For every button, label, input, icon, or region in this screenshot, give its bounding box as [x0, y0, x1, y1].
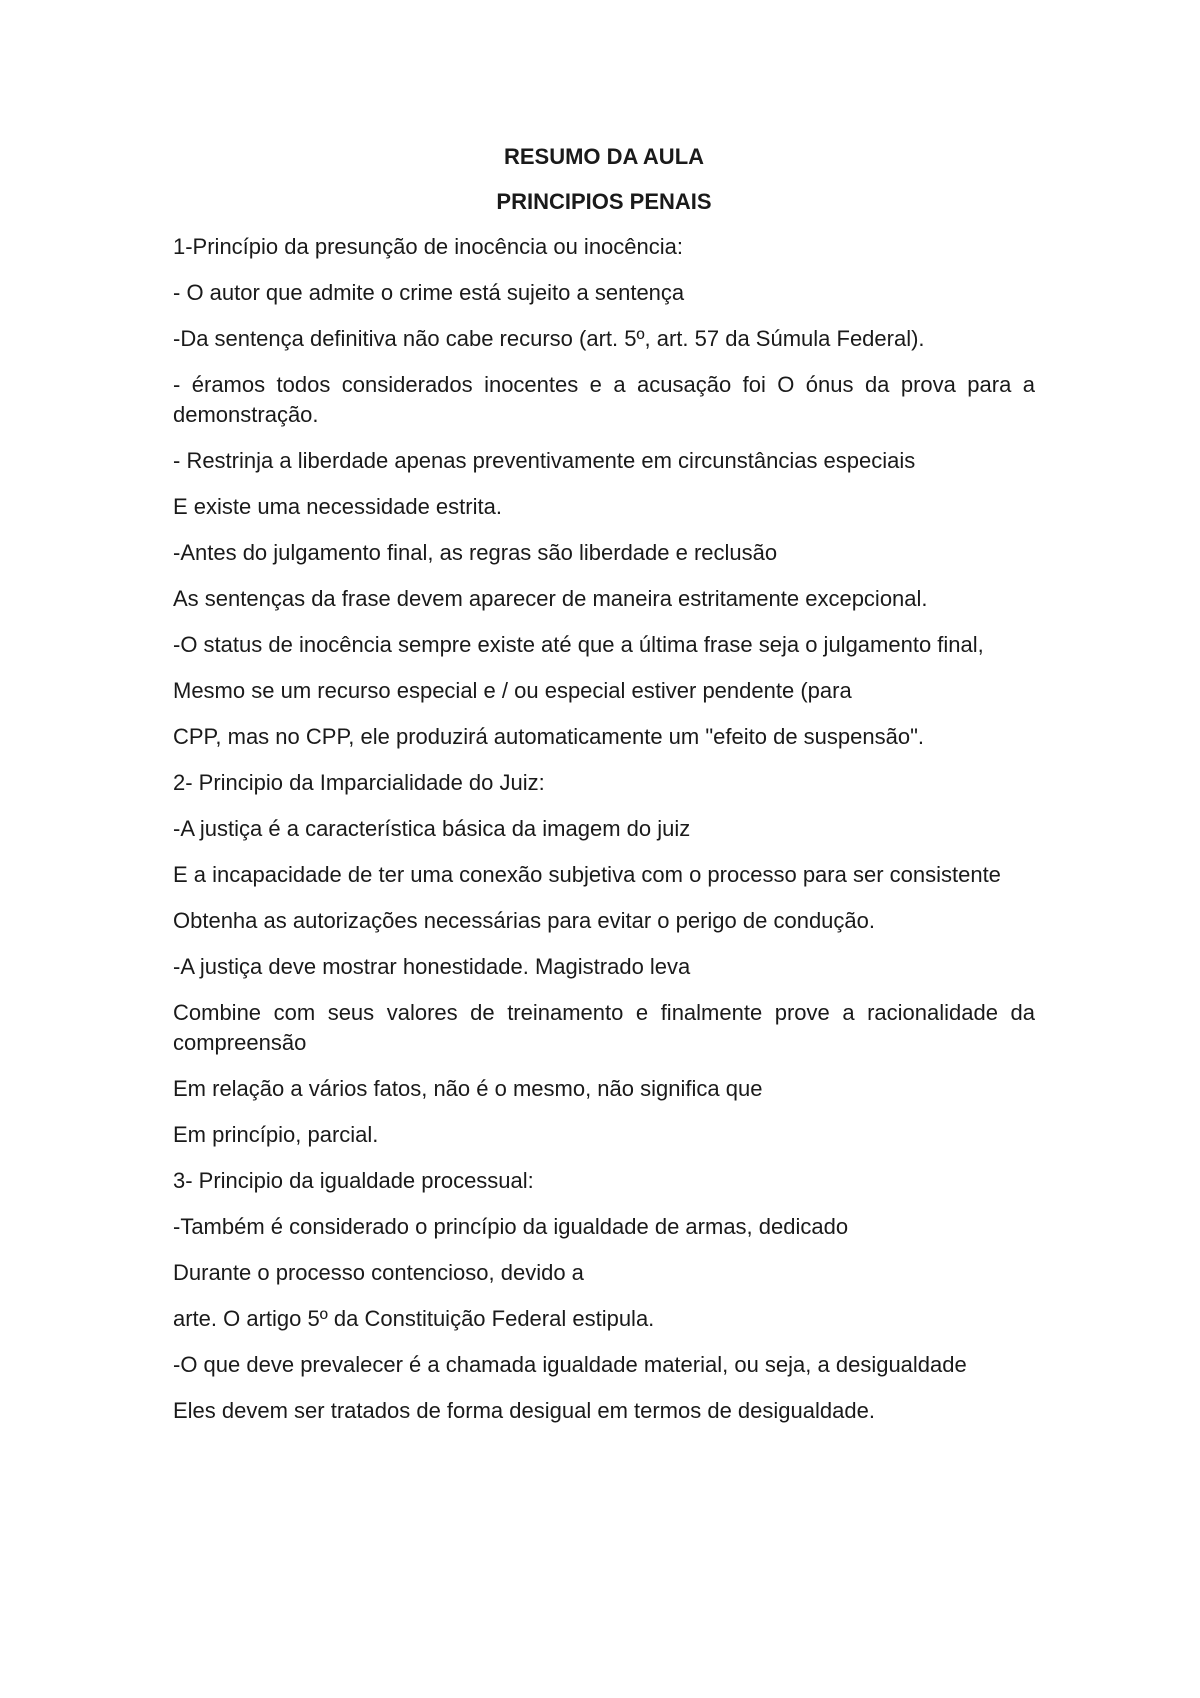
paragraph: -Também é considerado o princípio da igualdade de armas, dedicado	[173, 1214, 849, 1239]
paragraph: Mesmo se um recurso especial e / ou especial estiver pendente (para	[173, 678, 852, 703]
document-title: RESUMO DA AULA	[503, 144, 705, 169]
paragraph: -O que deve prevalecer é a chamada igualdade material, ou seja, a desigualdade	[173, 1352, 967, 1377]
document-body	[173, 142, 1035, 1442]
paragraph: As sentenças da frase devem aparecer de maneira estritamente excepcional.	[173, 586, 928, 611]
document-subtitle: PRINCIPIOS PENAIS	[496, 189, 712, 214]
paragraph: Em relação a vários fatos, não é o mesmo, não significa que	[173, 1076, 763, 1101]
paragraph: 3- Principio da igualdade processual:	[173, 1168, 534, 1193]
paragraph: - O autor que admite o crime está sujeito a sentença	[173, 280, 685, 305]
paragraph: -Antes do julgamento final, as regras são liberdade e reclusão	[173, 540, 778, 565]
paragraph: E existe uma necessidade estrita.	[173, 494, 502, 519]
paragraph: -A justiça deve mostrar honestidade. Magistrado leva	[173, 954, 691, 979]
paragraph: Eles devem ser tratados de forma desigual em termos de desigualdade.	[173, 1398, 875, 1423]
paragraph: Combine com seus valores de treinamento e finalmente prove a racionalidade da compreensão	[173, 1000, 1035, 1055]
paragraph: Durante o processo contencioso, devido a	[173, 1260, 584, 1285]
paragraph: 2- Principio da Imparcialidade do Juiz:	[173, 770, 545, 795]
paragraph: E a incapacidade de ter uma conexão subjetiva com o processo para ser consistente	[173, 862, 1001, 887]
paragraph: -A justiça é a característica básica da imagem do juiz	[173, 816, 691, 841]
paragraph: -Da sentença definitiva não cabe recurso (art. 5º, art. 57 da Súmula Federal).	[173, 326, 925, 351]
paragraph: - Restrinja a liberdade apenas preventivamente em circunstâncias especiais	[173, 448, 916, 473]
paragraph: Em princípio, parcial.	[173, 1122, 379, 1147]
paragraph: -O status de inocência sempre existe até que a última frase seja o julgamento final,	[173, 632, 984, 657]
paragraph: - éramos todos considerados inocentes e a acusação foi O ónus da prova para a demonstração.	[173, 372, 1035, 427]
paragraph: 1-Princípio da presunção de inocência ou inocência:	[173, 234, 683, 259]
paragraph: Obtenha as autorizações necessárias para evitar o perigo de condução.	[173, 908, 875, 933]
paragraph: arte. O artigo 5º da Constituição Federal estipula.	[173, 1306, 655, 1331]
paragraph: CPP, mas no CPP, ele produzirá automaticamente um "efeito de suspensão".	[173, 724, 925, 749]
